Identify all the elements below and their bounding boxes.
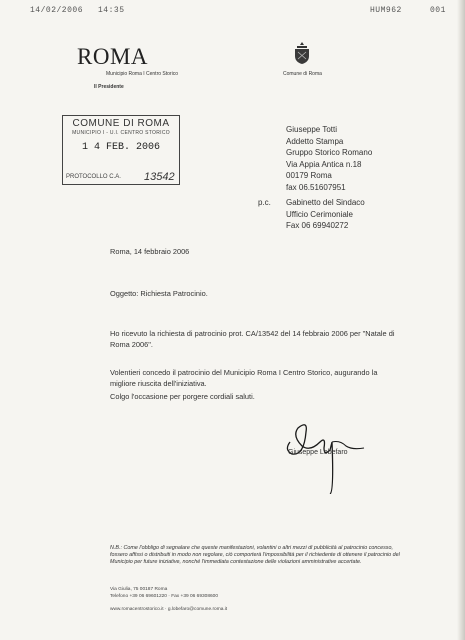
fax-page: 001 bbox=[430, 6, 446, 15]
legal-note: N.B.: Come l'obbligo di segnalare che queste manifestazioni, volantini o altri mezzi di pubblicità al patrocinio concesso, fossero affissi o distribuiti in modo non regolare, ciò comporterà l'impossibilità per il richiedente di ottenere il patrocinio del Municipio per future iniziative, nonché l'immediata contestazione delle violazioni amministrative accertate. bbox=[110, 545, 400, 565]
municipio-label: Municipio Roma I Centro Storico bbox=[106, 71, 178, 77]
signatory-name: Giuseppe Lobefaro bbox=[288, 449, 348, 456]
stamp-protocol-number: 13542 bbox=[144, 171, 175, 183]
scanner-edge bbox=[457, 0, 465, 640]
stamp-title: COMUNE DI ROMA bbox=[72, 118, 170, 129]
paragraph: Ho ricevuto la richiesta di patrocinio prot. CA/13542 del 14 febbraio 2006 per "Natale di Roma 2006". bbox=[110, 329, 395, 349]
cc-line: Fax 06 69940272 bbox=[286, 221, 349, 231]
recipient-block bbox=[286, 124, 372, 194]
rome-crest-icon bbox=[293, 41, 311, 65]
recipient-line: Gruppo Storico Romano bbox=[286, 148, 373, 158]
footer-web: www.romacentrostorico.it · g.lobefaro@comune.roma.it bbox=[110, 607, 228, 612]
recipient-line: Giuseppe Totti bbox=[286, 125, 337, 134]
stamp-date: 1 4 FEB. 2006 bbox=[81, 142, 160, 153]
roma-logo: ROMA bbox=[77, 44, 149, 69]
president-label: Il Presidente bbox=[94, 84, 124, 90]
fax-time: 14:35 bbox=[98, 6, 125, 15]
crest-label: Comune di Roma bbox=[283, 71, 322, 77]
cc-block bbox=[286, 197, 365, 232]
cc-label: p.c. bbox=[258, 198, 271, 207]
cc-line: Ufficio Cerimoniale bbox=[286, 209, 353, 219]
footer-phones: Telefono +39 06 69601220 · Fax +39 06 69308600 bbox=[110, 594, 219, 599]
recipient-line: 00179 Roma bbox=[286, 171, 332, 181]
stamp-protocol-label: PROTOCOLLO C.A. bbox=[66, 174, 121, 180]
fax-id: HUM962 bbox=[370, 6, 402, 15]
footer bbox=[110, 586, 227, 613]
footer-address: Via Giulia, 75 00187 Roma bbox=[110, 587, 168, 592]
stamp-subtitle: MUNICIPIO I - U.I. CENTRO STORICO bbox=[72, 130, 170, 136]
subject-line: Oggetto: Richiesta Patrocinio. bbox=[110, 289, 208, 298]
paragraph: Colgo l'occasione per porgere cordiali saluti. bbox=[110, 392, 255, 401]
recipient-line: Addetto Stampa bbox=[286, 136, 344, 146]
place-date: Roma, 14 febbraio 2006 bbox=[110, 247, 190, 256]
recipient-line: fax 06.51607951 bbox=[286, 182, 346, 192]
fax-date: 14/02/2006 bbox=[30, 6, 84, 15]
protocol-stamp bbox=[62, 115, 180, 185]
recipient-line: Via Appia Antica n.18 bbox=[286, 159, 362, 169]
paragraph: Volentieri concedo il patrocinio del Municipio Roma I Centro Storico, augurando la migliore riuscita dell'iniziativa. bbox=[110, 368, 378, 388]
cc-line: Gabinetto del Sindaco bbox=[286, 198, 365, 207]
